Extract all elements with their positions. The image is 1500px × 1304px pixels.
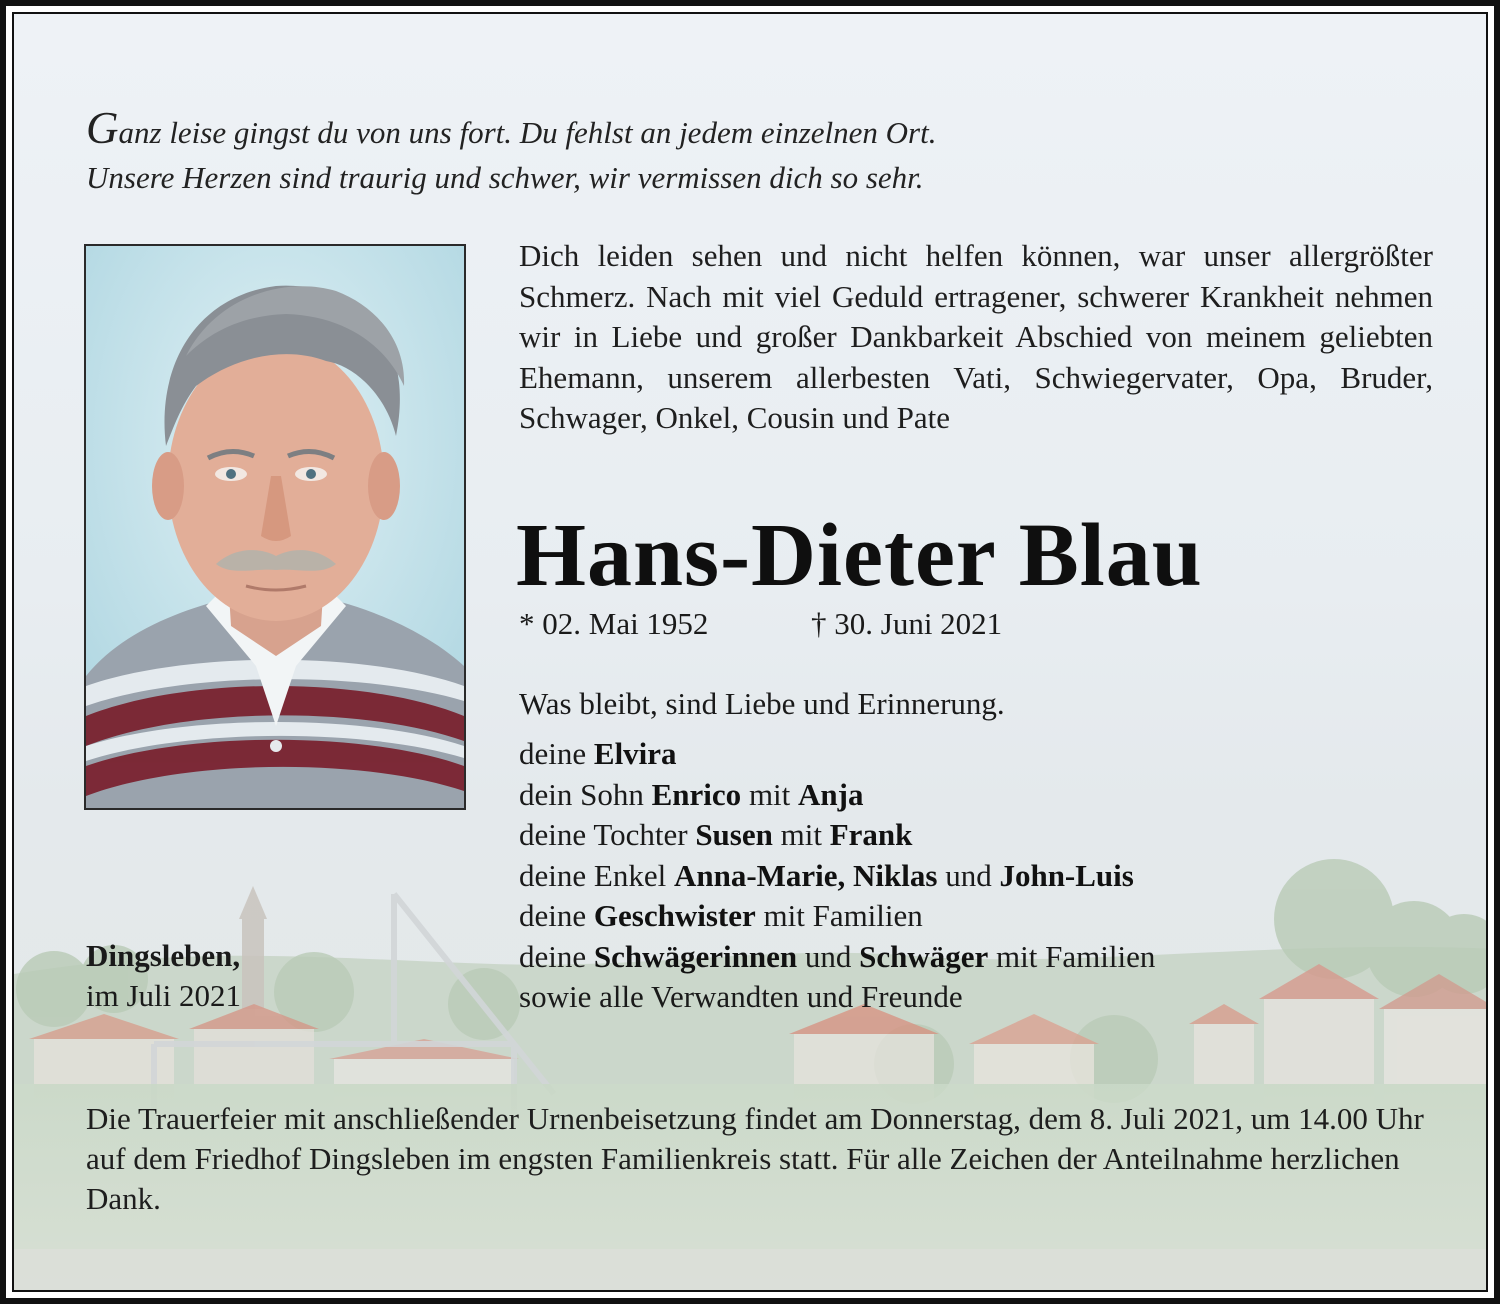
mourner-relation: dein Sohn [519, 776, 652, 812]
death-date: † 30. Juni 2021 [811, 606, 1003, 641]
mourner-name: Anja [798, 776, 864, 812]
mourner-name: Geschwister [593, 898, 756, 933]
mourner-name: Elvira [593, 736, 677, 771]
mourner-relation: sowie alle Verwandten und Freunde [519, 979, 963, 1014]
motto-verse [86, 103, 937, 200]
life-dates [519, 604, 1003, 644]
mourner-line-daughter [519, 815, 1155, 856]
motto-initial: G [86, 103, 119, 153]
mourners-list [519, 734, 1155, 1018]
mourner-line-relatives [519, 977, 1155, 1018]
mourner-line-wife [519, 734, 1155, 775]
mourner-connector: mit [741, 776, 799, 812]
mourner-connector: mit Familien [755, 898, 923, 933]
place-city: Dingsleben, [86, 938, 241, 973]
mourner-line-siblings [519, 896, 1155, 937]
inner-frame [12, 12, 1488, 1292]
portrait-image [86, 246, 464, 808]
mourner-line-grandchildren [519, 856, 1155, 897]
mourner-connector: und [937, 857, 1000, 893]
birth-date: * 02. Mai 1952 [519, 606, 709, 641]
motto-line-2: Unsere Herzen sind traurig und schwer, wir vermissen dich so sehr. [86, 160, 924, 195]
mourner-name: Susen [695, 817, 773, 852]
place-month: im Juli 2021 [86, 978, 242, 1013]
funeral-info: Die Trauerfeier mit anschließender Urnenbeisetzung findet am Donnerstag, dem 8. Juli 2021, um 14.00 Uhr auf dem Friedhof Dingsleben im engsten Familienkreis statt. Für alle Zeichen der Anteilnahme herzlichen Dank. [86, 1101, 1424, 1216]
mourner-relation: deine [519, 938, 594, 974]
mourner-name: Frank [829, 817, 913, 852]
mourner-name: Schwäger [859, 938, 989, 974]
memory-quote: Was bleibt, sind Liebe und Erinnerung. [519, 686, 1005, 721]
mourner-line-in-laws [519, 937, 1155, 978]
mourner-relation: deine [519, 736, 594, 771]
mourner-connector: mit [772, 817, 830, 852]
mourner-name: Anna-Marie, Niklas [673, 857, 938, 893]
place-date [86, 936, 241, 1016]
mourner-line-son [519, 775, 1155, 816]
mourner-relation: deine [519, 898, 594, 933]
mourner-connector: und [797, 938, 860, 974]
intro-text: Dich leiden sehen und nicht helfen können, war unser allergrößter Schmerz. Nach mit viel Geduld ertragener, schwerer Krankheit nehmen wir in Liebe und großer Dankbarkeit Abschied von meinem geliebten Ehemann, unserem allerbesten Vati, Schwiegervater, Opa, Bruder, Schwager, Onkel, Cousin und Pate [519, 238, 1433, 435]
motto-line-1-text: anz leise gingst du von uns fort. Du fehlst an jedem einzelnen Ort. [118, 115, 937, 150]
portrait-photo [84, 244, 466, 810]
mourner-relation: deine Tochter [519, 817, 696, 852]
motto-line-1 [86, 103, 937, 155]
mourner-name: Schwägerinnen [593, 938, 798, 974]
mourner-relation: deine Enkel [519, 857, 674, 893]
mourner-connector: mit Familien [988, 938, 1156, 974]
mourner-name: Enrico [651, 776, 742, 812]
mourner-name: John-Luis [999, 857, 1134, 893]
deceased-name: Hans-Dieter Blau [516, 506, 1203, 605]
